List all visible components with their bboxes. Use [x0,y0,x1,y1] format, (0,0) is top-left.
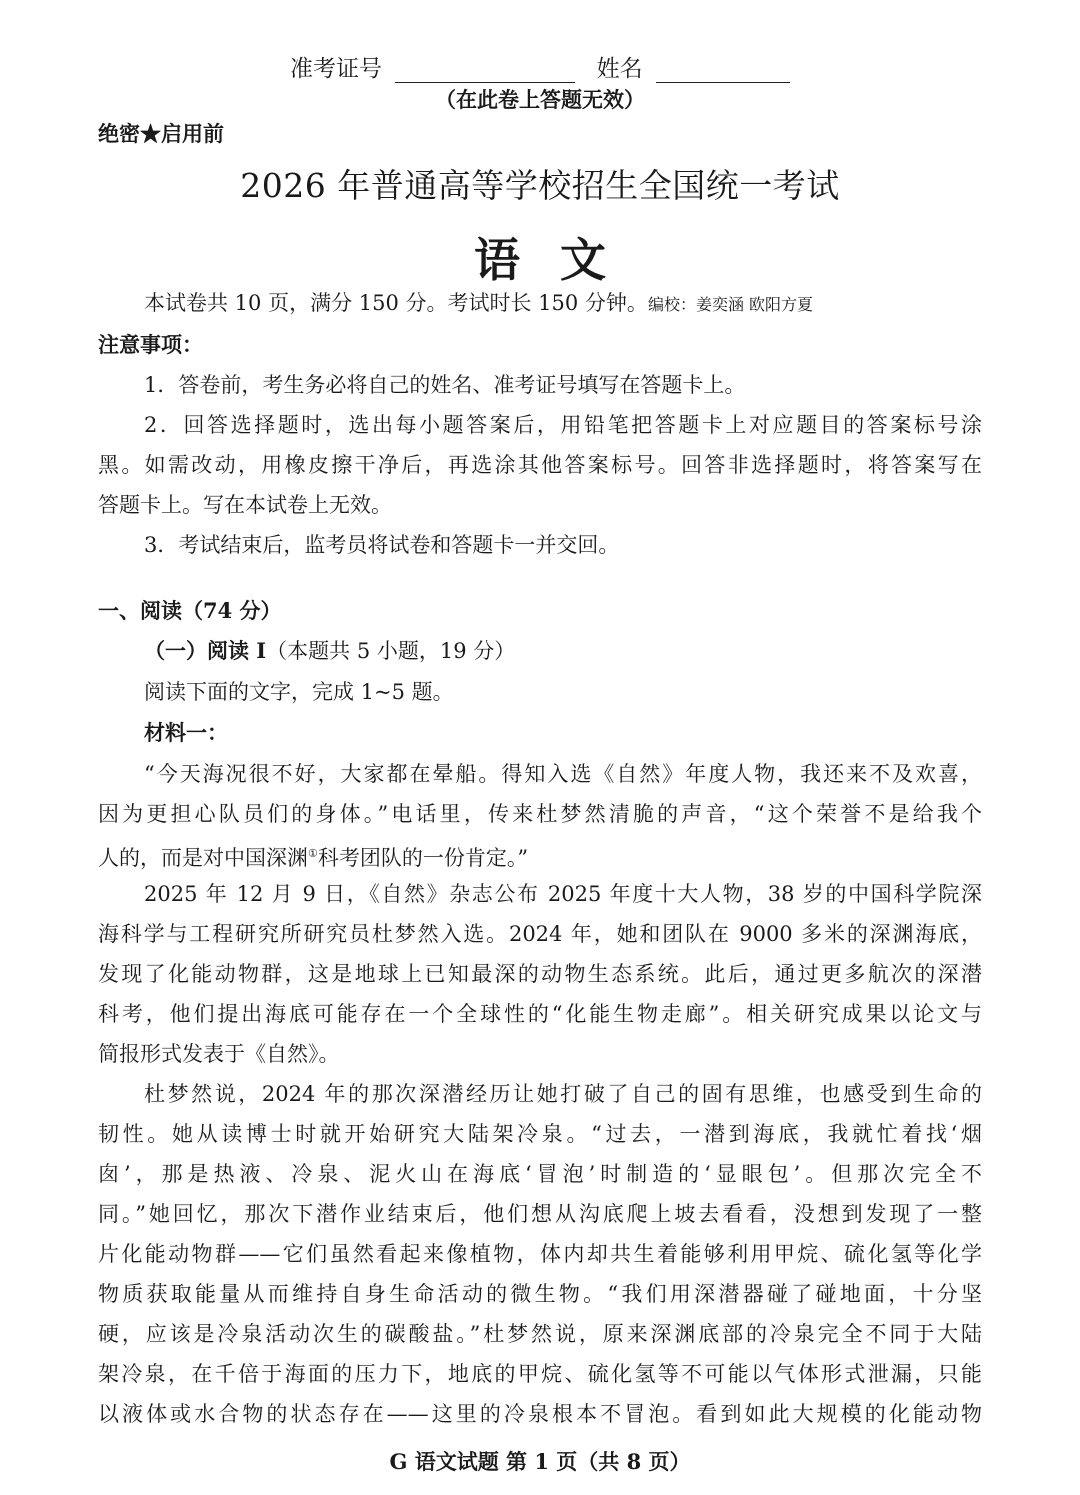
name-label: 姓名 [596,56,643,82]
notice-item-1: 1．答卷前，考生务必将自己的姓名、准考证号填写在答题卡上。 [144,373,746,397]
material-label: 材料一： [144,720,228,745]
passage-line: 囱’，那是热液、冷泉、泥火山在海底‘冒泡’时制造的‘显眼包’。但那次完全不 [98,1162,982,1186]
passage-line [98,839,982,873]
passage-line: 简报形式发表于《自然》。 [98,1042,340,1066]
candidate-info-header [0,50,1080,83]
exam-intro [144,288,982,320]
section-heading: 一、阅读（74 分） [98,598,282,623]
passage-line: 片化能动物群——它们虽然看起来像植物，体内却共生着能够利用甲烷、硫化氢等化学 [98,1242,982,1266]
exam-id-blank [395,56,575,83]
notice-item-2: 2．回答选择题时，选出每小题答案后，用铅笔把答题卡上对应题目的答案标号涂 [144,413,982,437]
passage-line: 韧性。她从读博士时就开始研究大陆架冷泉。“过去，一潜到海底，我就忙着找‘烟 [98,1122,982,1146]
notice-item-2-cont: 黑。如需改动，用橡皮擦干净后，再选涂其他答案标号。回答非选择题时，将答案写在 [98,453,982,477]
footnote-marker: ① [308,847,318,860]
notice-item-2-end: 答题卡上。写在本试卷上无效。 [98,493,392,517]
passage-line: 2025 年 12 月 9 日，《自然》杂志公布 2025 年度十大人物，38 岁的中国科学院深 [144,882,982,906]
passage-line: 物质获取能量从而维持自身生命活动的微生物。“我们用深潜器碰了碰地面，十分坚 [98,1282,982,1306]
passage-line: 科考，他们提出海底可能存在一个全球性的“化能生物走廊”。相关研究成果以论文与 [98,1002,982,1026]
passage-line: 因为更担心队员们的身体。”电话里，传来杜梦然清脆的声音，“这个荣誉不是给我个 [98,802,982,826]
exam-title: 2026 年普通高等学校招生全国统一考试 [240,166,840,205]
passage-line: 海科学与工程研究所研究员杜梦然入选。2024 年，她和团队在 9000 多米的深渊海底， [98,922,982,946]
passage-text: 人的，而是对中国深渊 [98,846,308,870]
passage-line: 硬，应该是冷泉活动次生的碳酸盐。”杜梦然说，原来深渊底部的冷泉完全不同于大陆 [98,1322,982,1346]
reading-instruction: 阅读下面的文字，完成 1~5 题。 [144,680,454,704]
subsection-heading [144,636,982,666]
notice-heading: 注意事项： [98,332,203,357]
notice-item-3: 3．考试结束后，监考员将试卷和答题卡一并交回。 [144,533,620,557]
passage-line: 发现了化能动物群，这是地球上已知最深的动物生态系统。此后，通过更多航次的深潜 [98,962,982,986]
passage-line: “今天海况很不好，大家都在晕船。得知入选《自然》年度人物，我还来不及欢喜， [144,762,982,786]
passage-line: 以液体或水合物的状态存在——这里的冷泉根本不冒泡。看到如此大规模的化能动物 [98,1402,982,1426]
secret-mark: 绝密★启用前 [98,121,224,146]
invalid-answer-note: （在此卷上答题无效） [435,87,645,112]
subject-title: 语文 [474,233,646,287]
exam-id-label: 准考证号 [290,56,383,82]
page-footer: G 语文试题 第 1 页（共 8 页） [389,1449,691,1474]
passage-line: 杜梦然说，2024 年的那次深潜经历让她打破了自己的固有思维，也感受到生命的 [144,1082,982,1106]
editors-credit: 编校：姜奕涵 欧阳方夏 [647,295,814,314]
intro-text: 本试卷共 10 页，满分 150 分。考试时长 150 分钟。 [144,291,648,315]
name-blank [656,56,790,83]
passage-text: 科考团队的一份肯定。” [317,846,529,870]
subsection-meta: （本题共 5 小题，19 分） [266,639,516,663]
subsection-title: （一）阅读 I [144,638,267,663]
passage-line: 同。”她回忆，那次下潜作业结束后，他们想从沟底爬上坡去看看，没想到发现了一整 [98,1202,982,1226]
passage-line: 架冷泉，在千倍于海面的压力下，地底的甲烷、硫化氢等不可能以气体形式泄漏，只能 [98,1362,982,1386]
